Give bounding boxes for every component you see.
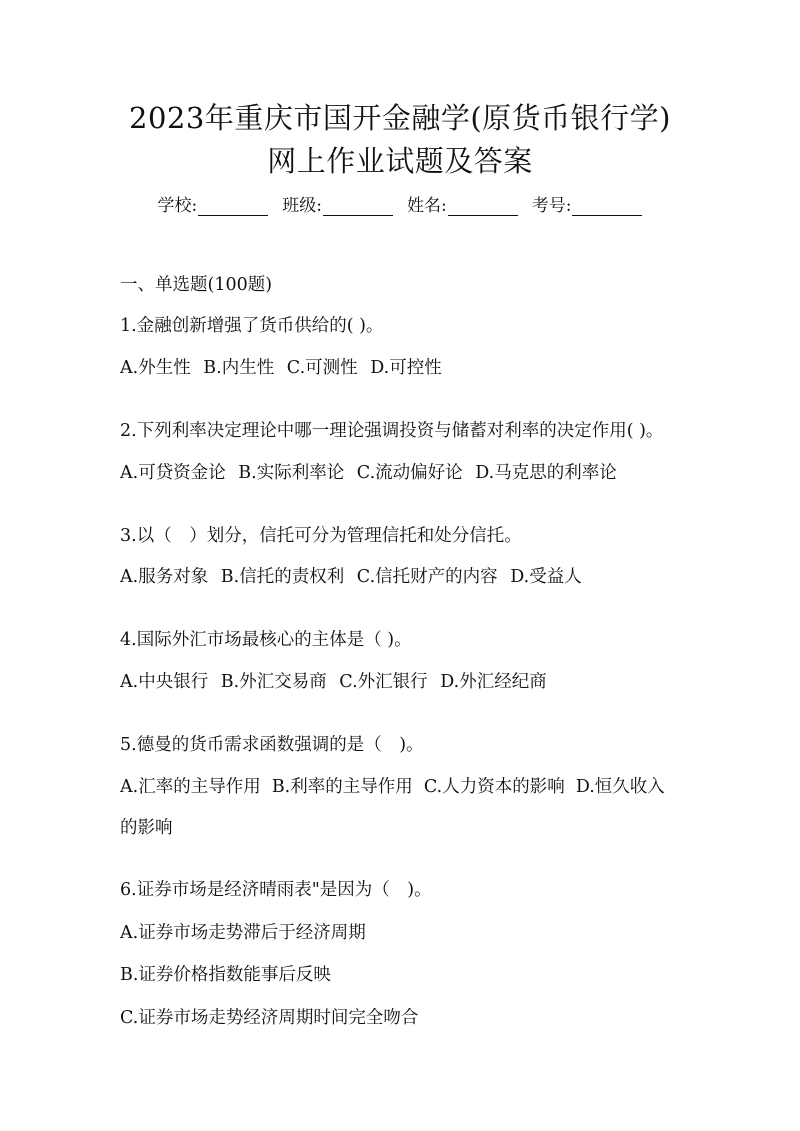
option: D.马克思的利率论: [475, 463, 617, 483]
option: B.证券价格指数能事后反映: [120, 965, 331, 985]
option: B.外汇交易商: [220, 672, 327, 692]
option: A.证券市场走势滞后于经济周期: [120, 923, 366, 943]
name-blank: [448, 201, 518, 216]
name-field: [407, 191, 518, 216]
question-stem: 5.德曼的货币需求函数强调的是（ )。: [120, 735, 424, 755]
option: B.信托的责权利: [220, 567, 345, 587]
option: D.受益人: [510, 567, 582, 587]
school-field: [158, 191, 269, 216]
question-stem: 4.国际外汇市场最核心的主体是（ )。: [120, 630, 412, 650]
option: C.证券市场走势经济周期时间完全吻合: [120, 1008, 419, 1028]
question-options: [120, 674, 547, 692]
question-stem: 6.证券市场是经济晴雨表"是因为（ )。: [120, 880, 432, 900]
question-stem: 1.金融创新增强了货币供给的( )。: [120, 316, 384, 336]
document-subtitle: 网上作业试题及答案: [267, 144, 533, 178]
option: B.实际利率论: [238, 463, 345, 483]
option: D.外汇经纪商: [440, 672, 547, 692]
question-stem: 2.下列利率决定理论中哪一理论强调投资与储蓄对利率的决定作用( )。: [120, 421, 664, 441]
class-blank: [323, 201, 393, 216]
option: A.可贷资金论: [120, 463, 226, 483]
option: B.内生性: [203, 358, 275, 378]
class-label: 班级:: [282, 196, 322, 216]
question-stem: 3.以（ ）划分，信托可分为管理信托和处分信托。: [120, 526, 522, 546]
exam-number-field: [532, 191, 643, 216]
class-field: [282, 191, 393, 216]
exam-number-label: 考号:: [531, 196, 572, 216]
question-options: [120, 569, 582, 587]
section-heading: 一、单选题(100题): [120, 275, 273, 295]
option: C.外汇银行: [339, 672, 428, 692]
option: C.信托财产的内容: [356, 567, 498, 587]
school-blank: [198, 201, 268, 216]
question-options-continued: 的影响: [120, 818, 173, 838]
document-title: 2023年重庆市国开金融学(原货币银行学): [129, 101, 671, 135]
question-options: [120, 465, 617, 483]
option: C.流动偏好论: [356, 463, 463, 483]
option: A.外生性: [120, 358, 191, 378]
exam-number-blank: [572, 201, 642, 216]
question-options: A.汇率的主导作用 B.利率的主导作用 C.人力资本的影响 D.恒久收入: [120, 777, 665, 797]
school-label: 学校:: [157, 196, 198, 216]
question-options: [120, 360, 442, 378]
option: A.中央银行: [120, 672, 209, 692]
name-label: 姓名:: [407, 196, 447, 216]
option: A.服务对象: [120, 567, 209, 587]
student-info-row: [0, 191, 800, 216]
option: C.可测性: [286, 358, 358, 378]
option: D.可控性: [370, 358, 442, 378]
